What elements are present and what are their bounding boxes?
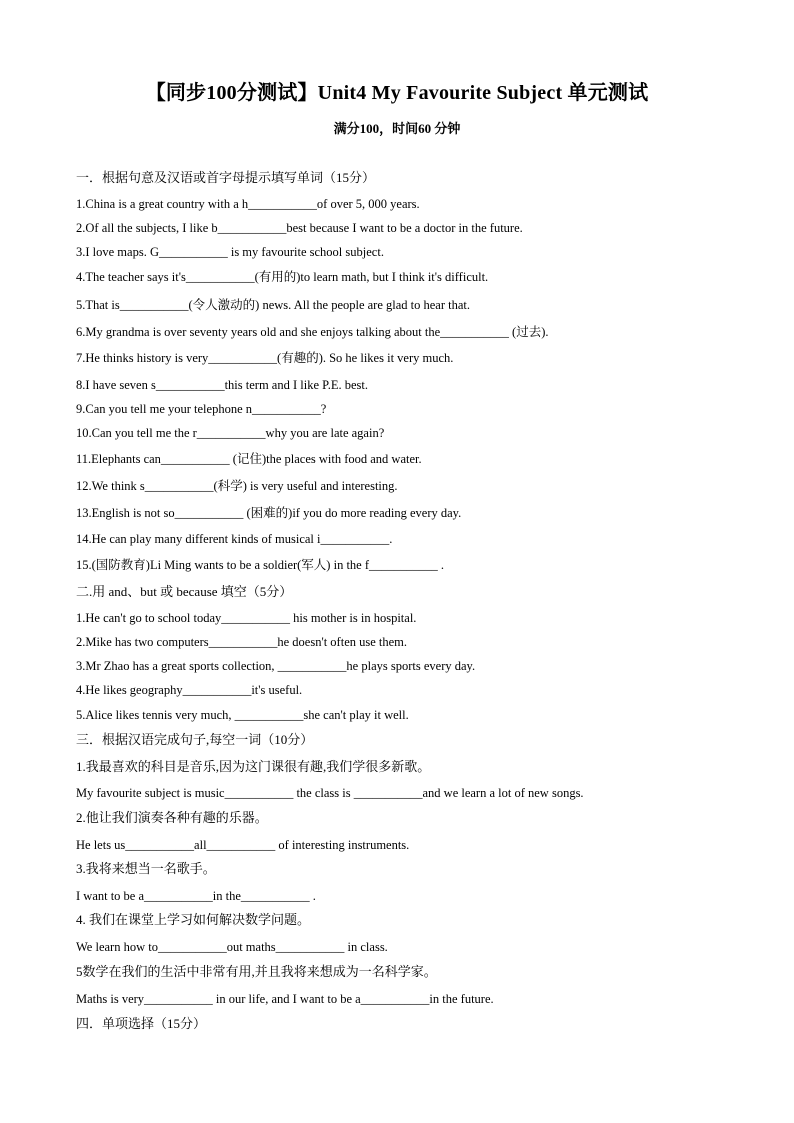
question-item: 5.Alice likes tennis very much, ___________she can't play it well.: [76, 708, 409, 722]
question-prompt-cn: 1.我最喜欢的科目是音乐,因为这门课很有趣,我们学很多新歌。: [76, 759, 431, 774]
question-item: 11.Elephants can___________ (记住)the places with food and water.: [76, 452, 422, 466]
question-answer-en: Maths is very___________ in our life, and I want to be a___________in the future.: [76, 992, 494, 1006]
section-2-heading: 二.用 and、but 或 because 填空（5分）: [76, 584, 293, 599]
question-item: 14.He can play many different kinds of musical i___________.: [76, 532, 393, 546]
document-title: 【同步100分测试】Unit4 My Favourite Subject 单元测试: [145, 82, 649, 104]
question-item: 15.(国防教育)Li Ming wants to be a soldier(军人) in the f___________ .: [76, 558, 445, 572]
question-item: 2.Of all the subjects, I like b___________best because I want to be a doctor in the future.: [76, 221, 523, 235]
question-prompt-cn: 2.他让我们演奏各种有趣的乐器。: [76, 810, 268, 825]
question-item: 2.Mike has two computers___________he doesn't often use them.: [76, 635, 408, 649]
question-item: 4.The teacher says it's___________(有用的)to learn math, but I think it's difficult.: [76, 270, 489, 284]
question-answer-en: My favourite subject is music___________ the class is ___________and we learn a lot of new songs.: [76, 786, 584, 800]
question-item: 3.Mr Zhao has a great sports collection, ___________he plays sports every day.: [76, 659, 476, 673]
question-item: 4.He likes geography___________it's useful.: [76, 683, 303, 697]
section-4-heading: 四．单项选择（15分）: [76, 1016, 207, 1031]
question-answer-en: He lets us___________all___________ of interesting instruments.: [76, 838, 410, 852]
question-prompt-cn: 5数学在我们的生活中非常有用,并且我将来想成为一名科学家。: [76, 964, 437, 979]
question-item: 1.He can't go to school today___________ his mother is in hospital.: [76, 611, 417, 625]
question-item: 9.Can you tell me your telephone n___________?: [76, 402, 327, 416]
section-1-heading: 一．根据句意及汉语或首字母提示填写单词（15分）: [76, 170, 376, 185]
section-3-heading: 三．根据汉语完成句子,每空一词（10分）: [76, 732, 314, 747]
document-subtitle: 满分100，时间60 分钟: [333, 121, 461, 136]
question-item: 7.He thinks history is very___________(有趣的). So he likes it very much.: [76, 351, 454, 365]
question-item: 3.I love maps. G___________ is my favourite school subject.: [76, 245, 384, 259]
question-item: 12.We think s___________(科学) is very useful and interesting.: [76, 479, 398, 493]
question-item: 1.China is a great country with a h___________of over 5, 000 years.: [76, 197, 420, 211]
question-item: 13.English is not so___________ (困难的)if you do more reading every day.: [76, 506, 462, 520]
question-prompt-cn: 3.我将来想当一名歌手。: [76, 861, 216, 876]
question-item: 10.Can you tell me the r___________why you are late again?: [76, 426, 385, 440]
question-item: 5.That is___________(令人激动的) news. All the people are glad to hear that.: [76, 298, 471, 312]
question-prompt-cn: 4. 我们在课堂上学习如何解决数学问题。: [76, 912, 311, 927]
question-answer-en: I want to be a___________in the___________ .: [76, 889, 316, 903]
question-item: 8.I have seven s___________this term and I like P.E. best.: [76, 378, 368, 392]
question-item: 6.My grandma is over seventy years old and she enjoys talking about the___________ (过去).: [76, 325, 549, 339]
question-answer-en: We learn how to___________out maths___________ in class.: [76, 940, 388, 954]
